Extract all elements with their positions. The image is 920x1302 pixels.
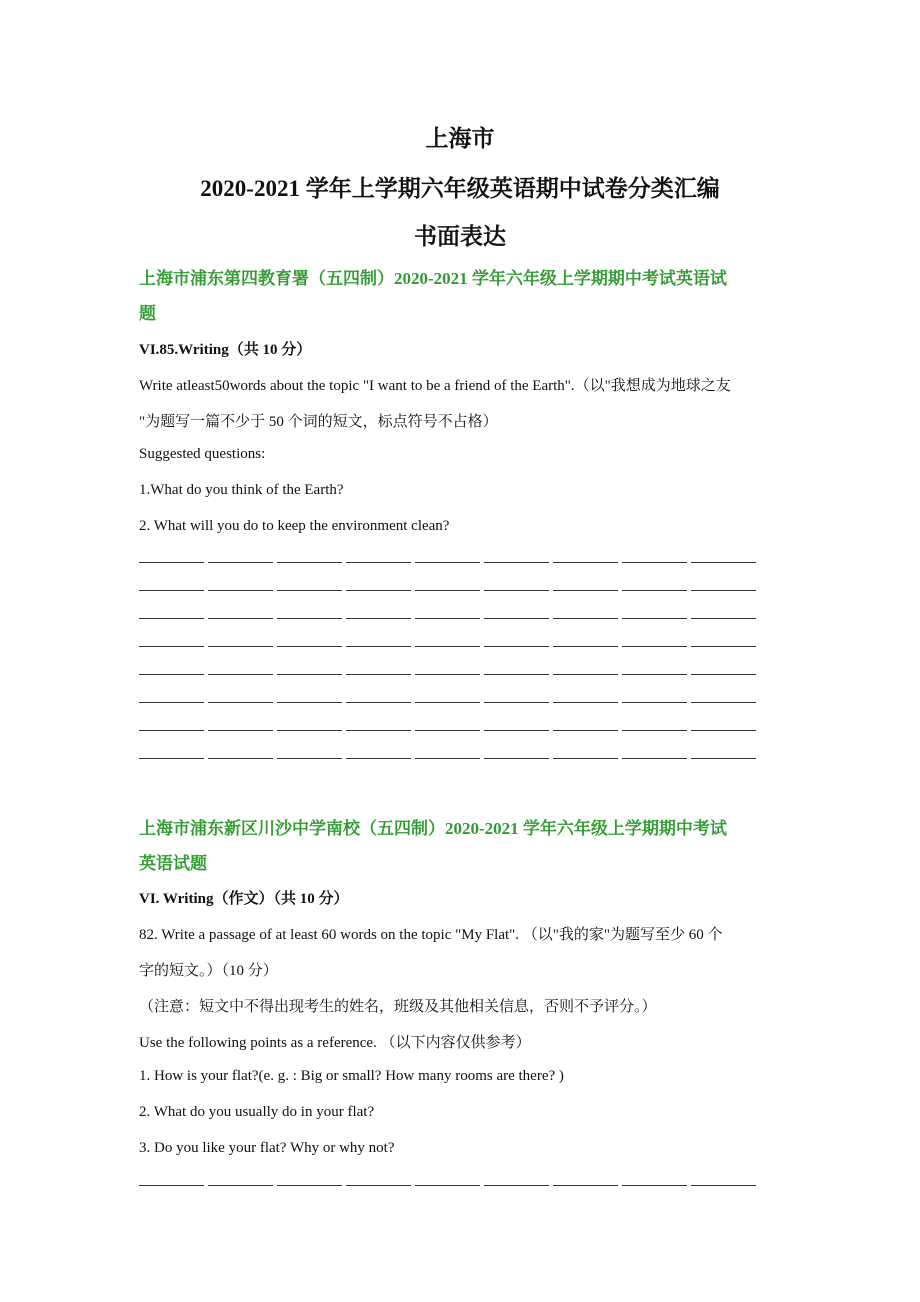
answer-blank xyxy=(484,561,549,563)
answer-blank xyxy=(622,701,687,703)
answer-line-row xyxy=(139,563,759,591)
answer-blank xyxy=(415,673,480,675)
answer-blank xyxy=(553,1184,618,1186)
answer-blank xyxy=(139,645,204,647)
section2-source: 上海市浦东新区川沙中学南校（五四制）2020-2021 学年六年级上学期期中考试 xyxy=(139,819,727,838)
section2-answer-lines xyxy=(139,1158,759,1186)
answer-blank xyxy=(553,645,618,647)
answer-blank xyxy=(208,701,273,703)
answer-blank xyxy=(622,1184,687,1186)
answer-blank xyxy=(346,757,411,759)
answer-blank xyxy=(415,589,480,591)
answer-blank xyxy=(484,645,549,647)
answer-blank xyxy=(346,561,411,563)
answer-blank xyxy=(691,645,756,647)
doc-subtitle: 书面表达 xyxy=(414,224,506,249)
answer-blank xyxy=(484,673,549,675)
answer-blank xyxy=(139,561,204,563)
section1-question-2: 2. What will you do to keep the environment clean? xyxy=(139,518,450,534)
answer-blank xyxy=(277,701,342,703)
section2-source-cont: 英语试题 xyxy=(139,854,207,873)
answer-blank xyxy=(622,589,687,591)
answer-blank xyxy=(139,673,204,675)
answer-blank xyxy=(277,617,342,619)
answer-blank xyxy=(553,673,618,675)
answer-blank xyxy=(691,1184,756,1186)
answer-blank xyxy=(484,757,549,759)
section1-heading: VI.85.Writing（共 10 分） xyxy=(139,342,312,358)
answer-blank xyxy=(553,561,618,563)
answer-blank xyxy=(622,757,687,759)
answer-blank xyxy=(415,645,480,647)
answer-blank xyxy=(484,589,549,591)
answer-blank xyxy=(208,645,273,647)
answer-blank xyxy=(415,1184,480,1186)
answer-line-row xyxy=(139,535,759,563)
answer-blank xyxy=(346,673,411,675)
answer-blank xyxy=(691,757,756,759)
section1-suggested-label: Suggested questions: xyxy=(139,446,266,462)
answer-blank xyxy=(691,561,756,563)
answer-blank xyxy=(208,757,273,759)
answer-blank xyxy=(208,617,273,619)
answer-blank xyxy=(484,701,549,703)
answer-blank xyxy=(277,589,342,591)
section1-source: 上海市浦东第四教育署（五四制）2020-2021 学年六年级上学期期中考试英语试 xyxy=(139,269,727,288)
section1-prompt: Write atleast50words about the topic "I want to be a friend of the Earth".（以"我想成为地球之友 xyxy=(139,378,731,394)
answer-blank xyxy=(553,701,618,703)
answer-blank xyxy=(208,673,273,675)
section1-prompt-cont: "为题写一篇不少于 50 个词的短文，标点符号不占格） xyxy=(139,414,498,430)
answer-blank xyxy=(622,617,687,619)
answer-blank xyxy=(415,561,480,563)
doc-title-city: 上海市 xyxy=(425,126,495,151)
section2-heading: VI. Writing（作文）（共 10 分） xyxy=(139,891,349,907)
answer-blank xyxy=(622,729,687,731)
section2-reference: Use the following points as a reference. （以下内容仅供参考） xyxy=(139,1035,531,1051)
answer-blank xyxy=(415,701,480,703)
answer-blank xyxy=(277,673,342,675)
answer-blank xyxy=(208,1184,273,1186)
answer-line-row xyxy=(139,591,759,619)
answer-blank xyxy=(622,673,687,675)
answer-blank xyxy=(346,1184,411,1186)
section2-question-3: 3. Do you like your flat? Why or why not? xyxy=(139,1140,395,1156)
answer-blank xyxy=(415,757,480,759)
answer-blank xyxy=(139,589,204,591)
answer-blank xyxy=(691,617,756,619)
answer-blank xyxy=(484,729,549,731)
answer-line-row xyxy=(139,619,759,647)
answer-blank xyxy=(415,729,480,731)
answer-blank xyxy=(346,589,411,591)
answer-blank xyxy=(484,1184,549,1186)
answer-blank xyxy=(553,589,618,591)
answer-blank xyxy=(139,617,204,619)
answer-blank xyxy=(415,617,480,619)
answer-blank xyxy=(277,757,342,759)
section1-answer-lines xyxy=(139,535,759,759)
section2-question-1: 1. How is your flat?(e. g. : Big or small? How many rooms are there? ) xyxy=(139,1068,564,1084)
section2-question-2: 2. What do you usually do in your flat? xyxy=(139,1104,375,1120)
answer-line-row xyxy=(139,675,759,703)
answer-blank xyxy=(277,1184,342,1186)
answer-line-row xyxy=(139,703,759,731)
answer-blank xyxy=(277,729,342,731)
answer-blank xyxy=(139,1184,204,1186)
section1-question-1: 1.What do you think of the Earth? xyxy=(139,482,344,498)
section2-prompt-cont: 字的短文。）（10 分） xyxy=(139,963,278,979)
answer-blank xyxy=(346,645,411,647)
answer-blank xyxy=(277,645,342,647)
answer-blank xyxy=(208,729,273,731)
answer-blank xyxy=(139,729,204,731)
answer-blank xyxy=(484,617,549,619)
answer-blank xyxy=(691,729,756,731)
answer-blank xyxy=(346,701,411,703)
section2-prompt: 82. Write a passage of at least 60 words on the topic "My Flat". （以"我的家"为题写至少 60 个 xyxy=(139,927,723,943)
answer-line-row xyxy=(139,731,759,759)
answer-blank xyxy=(277,561,342,563)
answer-blank xyxy=(346,729,411,731)
answer-blank xyxy=(208,589,273,591)
answer-blank xyxy=(553,757,618,759)
section2-note: （注意：短文中不得出现考生的姓名，班级及其他相关信息，否则不予评分。） xyxy=(139,999,657,1015)
answer-blank xyxy=(691,589,756,591)
answer-blank xyxy=(553,729,618,731)
answer-line-row xyxy=(139,1158,759,1186)
doc-title: 2020-2021 学年上学期六年级英语期中试卷分类汇编 xyxy=(200,176,720,201)
answer-blank xyxy=(208,561,273,563)
answer-blank xyxy=(622,645,687,647)
answer-blank xyxy=(553,617,618,619)
answer-blank xyxy=(691,701,756,703)
answer-blank xyxy=(622,561,687,563)
answer-blank xyxy=(139,757,204,759)
section1-source-cont: 题 xyxy=(139,304,156,323)
answer-blank xyxy=(691,673,756,675)
answer-blank xyxy=(139,701,204,703)
answer-blank xyxy=(346,617,411,619)
answer-line-row xyxy=(139,647,759,675)
